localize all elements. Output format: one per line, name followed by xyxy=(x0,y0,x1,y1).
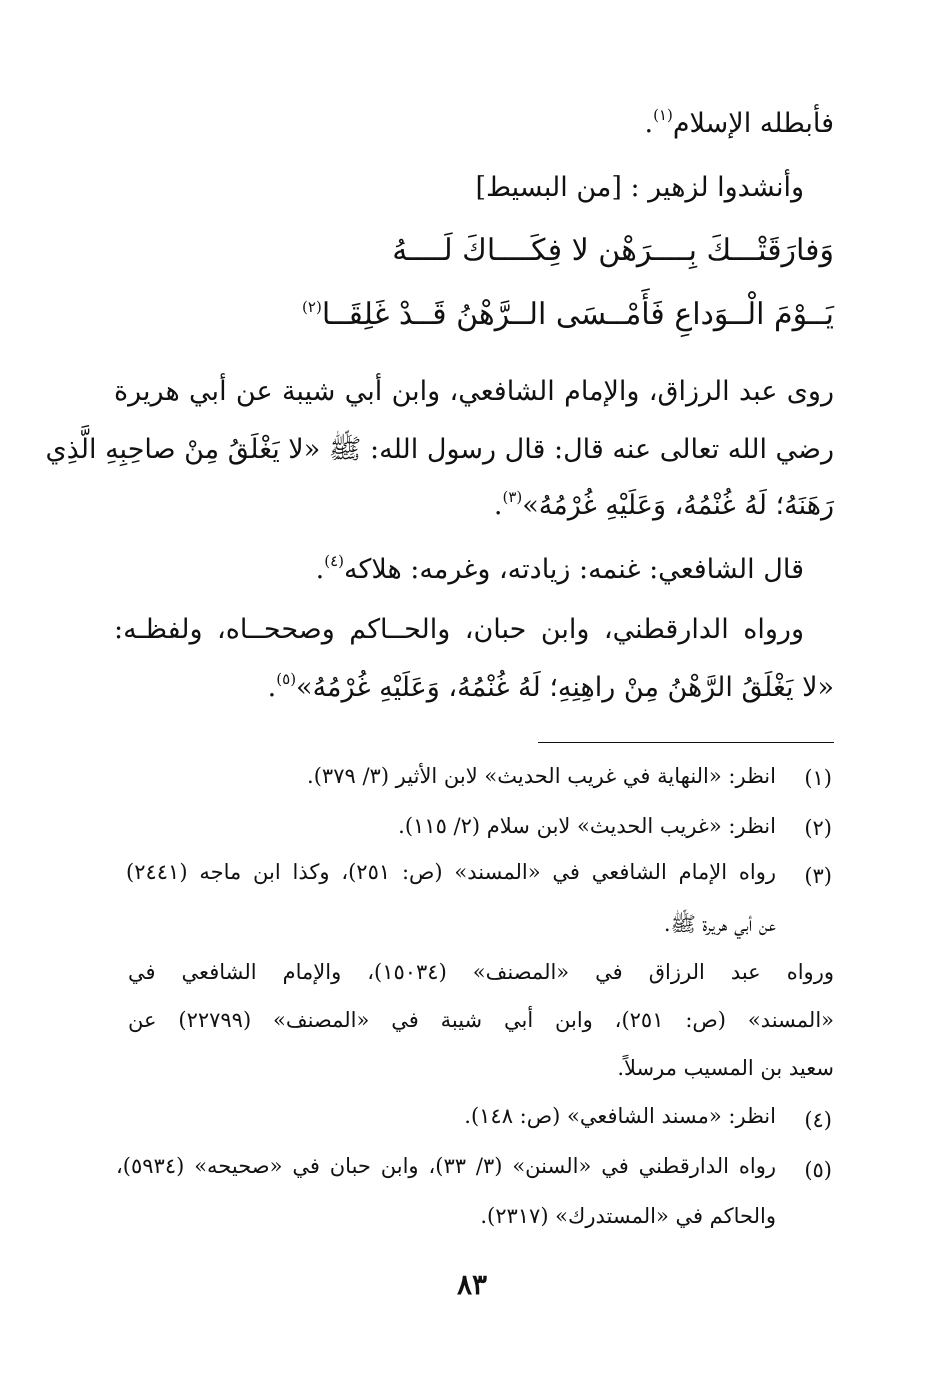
paragraph-1-line-3-content: رَهَنَهُ؛ لَهُ غُنْمُهُ، وَعَلَيْهِ غُرْمُهُ» xyxy=(522,490,834,521)
footnote-1-number: (١) xyxy=(804,766,832,790)
paragraph-1-line-1: روى عبد الرزاق، والإمام الشافعي، وابن أبي شيبة عن أبي هريرة xyxy=(114,376,834,407)
paragraph-3-line-2 xyxy=(268,672,834,701)
footnote-3-line-5: سعيد بن المسيب مرسلاً. xyxy=(617,1056,834,1080)
paragraph-3-end: . xyxy=(267,672,277,703)
footnote-5-line-2: والحاكم في «المستدرك» (٢٣١٧). xyxy=(480,1204,776,1228)
footnote-4-text: انظر: «مسند الشافعي» (ص: ١٤٨). xyxy=(464,1104,776,1128)
verse-1: وَفارَقَتْـــكَ بِــــرَهْن لا فِكَــــاكَ لَــــهُ xyxy=(392,233,834,268)
paragraph-2 xyxy=(316,554,804,583)
paragraph-3-line-2-content: «لا يَغْلَقُ الرَّهْنُ مِنْ راهِنِهِ؛ لَهُ غُنْمُهُ، وَعَلَيْهِ غُرْمُهُ» xyxy=(296,672,834,703)
verse-2-content: يَــوْمَ الْــوَداعِ فَأَمْــسَى الــرَّهْنُ قَــدْ غَلِقَــا xyxy=(321,297,834,332)
footnote-separator xyxy=(538,742,834,743)
footnote-ref-3: (٣) xyxy=(502,488,523,506)
footnote-ref-5: (٥) xyxy=(276,670,297,688)
text-line-1-content: فأبطله الإسلام xyxy=(672,108,834,139)
footnote-ref-4: (٤) xyxy=(324,552,345,570)
footnote-2-text: انظر: «غريب الحديث» لابن سلام (٢/ ١١٥). xyxy=(398,814,776,838)
footnote-3-line-2: عن أبي هريرة ﷺ. xyxy=(663,912,776,936)
footnote-5-number: (٥) xyxy=(804,1158,832,1182)
footnote-3-line-4: «المسند» (ص: ٢٥١)، وابن أبي شيبة في «المصنف» (٢٢٧٩٩) عن xyxy=(128,1008,834,1032)
poem-intro: وأنشدوا لزهير : [من البسيط] xyxy=(475,172,804,203)
footnote-3-line-1: رواه الإمام الشافعي في «المسند» (ص: ٢٥١)، وكذا ابن ماجه (٢٤٤١) xyxy=(126,860,776,884)
page-number: ٨٣ xyxy=(456,1268,488,1301)
verse-2 xyxy=(302,297,834,332)
paragraph-2-end: . xyxy=(315,554,325,585)
footnote-3-line-3: ورواه عبد الرزاق في «المصنف» (١٥٠٣٤)، والإمام الشافعي في xyxy=(128,960,834,984)
paragraph-2-content: قال الشافعي: غنمه: زيادته، وغرمه: هلاكه xyxy=(344,554,804,585)
text-line-1 xyxy=(644,108,834,137)
paragraph-1-line-3 xyxy=(494,490,834,519)
footnote-ref-2: (٢) xyxy=(302,298,322,316)
footnote-1-text: انظر: «النهاية في غريب الحديث» لابن الأثير (٣/ ٣٧٩). xyxy=(307,764,776,788)
footnote-2-number: (٢) xyxy=(804,816,832,840)
paragraph-1-line-2: رضي الله تعالى عنه قال: قال رسول الله: ﷺ «لا يَغْلَقُ مِنْ صاحِبِهِ الَّذِي xyxy=(45,434,834,465)
footnote-4-number: (٤) xyxy=(804,1108,832,1132)
footnote-5-line-1: رواه الدارقطني في «السنن» (٣/ ٣٣)، وابن حبان في «صحيحه» (٥٩٣٤)، xyxy=(116,1154,776,1178)
text-line-1-end: . xyxy=(644,108,654,139)
footnote-ref-1: (١) xyxy=(653,106,673,124)
paragraph-3-line-1: ورواه الدارقطني، وابن حبان، والحــاكم وصححــاه، ولفظـه: xyxy=(114,614,804,645)
footnote-3-number: (٣) xyxy=(804,864,832,888)
paragraph-1-end: . xyxy=(493,490,503,521)
